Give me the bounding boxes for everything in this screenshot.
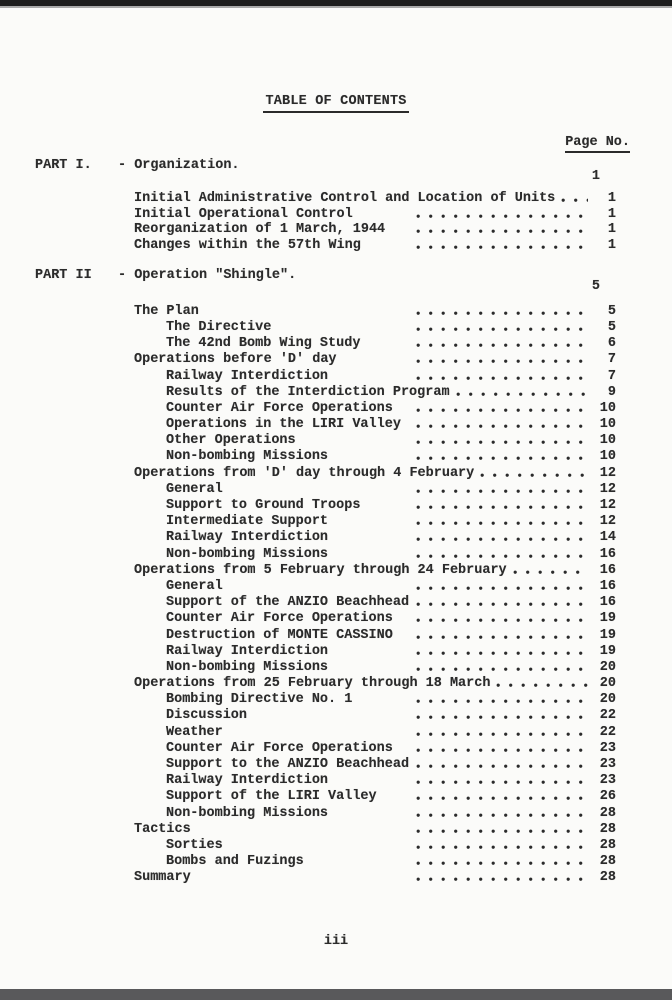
toc-entry-page-number: 16 [599, 578, 616, 594]
toc-entry-label: Initial Administrative Control and Location of Units [134, 191, 556, 207]
toc-entry-label: Counter Air Force Operations [166, 400, 393, 416]
toc-entry-page-number: 28 [599, 854, 616, 870]
dot-leader [416, 245, 588, 250]
toc-entry-row [0, 869, 616, 885]
toc-entry-row [0, 206, 616, 221]
dot-leader [416, 845, 588, 850]
toc-entry-label: Railway Interdiction [166, 773, 329, 789]
toc-entry-label: Non-bombing Missions [166, 659, 329, 675]
toc-entry-label: Railway Interdiction [166, 643, 329, 659]
toc-entry-row [0, 448, 616, 464]
dot-leader [416, 505, 588, 510]
toc-entry-page-number: 12 [599, 498, 616, 513]
toc-entry-label: The Plan [134, 303, 199, 319]
toc-entry-page-number: 7 [607, 368, 616, 384]
toc-entry-page-number: 23 [599, 740, 616, 756]
toc-entry-label: Support to the ANZIO Beachhead [166, 757, 410, 772]
toc-entry-list [0, 303, 672, 886]
dot-leader [416, 586, 588, 591]
dot-leader [416, 311, 588, 316]
toc-entry-page-number: 19 [599, 627, 616, 643]
toc-entry-label: The Directive [166, 319, 272, 335]
toc-entry-row [0, 191, 616, 206]
toc-entry-page-number: 10 [599, 400, 616, 416]
toc-entry-page-number: 10 [599, 417, 616, 433]
part-title: - Operation "Shingle". [118, 267, 297, 283]
toc-entry-label: Operations from 'D' day through 4 February [134, 465, 475, 481]
toc-entry-label: Railway Interdiction [166, 530, 329, 546]
toc-entry-row [0, 481, 616, 497]
toc-entry-row [0, 432, 616, 448]
toc-entry-page-number: 5 [607, 319, 616, 335]
page-no-column-header-row [0, 135, 672, 151]
dot-leader [416, 343, 588, 348]
toc-entry-page-number: 22 [599, 708, 616, 724]
toc-entry-label: Counter Air Force Operations [166, 611, 393, 627]
dot-leader [480, 473, 588, 478]
toc-entry-label: Discussion [166, 708, 248, 724]
toc-entry-label: Summary [134, 870, 191, 886]
toc-entry-page-number: 23 [599, 773, 616, 789]
dot-leader [416, 602, 588, 607]
dot-leader [416, 715, 588, 720]
toc-entry-row [0, 837, 616, 853]
toc-entry-label: Support of the LIRI Valley [166, 789, 377, 805]
scan-bottom-edge [0, 989, 672, 1000]
toc-entry-page-number: 28 [599, 870, 616, 886]
toc-entry-page-number: 12 [599, 465, 616, 481]
toc-entry-page-number: 16 [599, 546, 616, 562]
toc-entry-row [0, 562, 616, 578]
toc-entry-row [0, 594, 616, 610]
dot-leader [416, 748, 588, 753]
toc-entry-row [0, 335, 616, 351]
toc-entry-row [0, 545, 616, 561]
toc-entry-row [0, 384, 616, 400]
toc-entry-page-number: 26 [599, 789, 616, 805]
dot-leader [416, 764, 588, 769]
part-number-label: PART I. [35, 158, 92, 173]
dot-leader [416, 521, 588, 526]
dot-leader [416, 877, 588, 882]
dot-leader [416, 489, 588, 494]
toc-entry-row [0, 756, 616, 772]
dot-leader [416, 813, 588, 818]
dot-leader [416, 667, 588, 672]
toc-entry-row [0, 772, 616, 788]
toc-entry-page-number: 19 [599, 611, 616, 627]
dot-leader [416, 456, 588, 461]
toc-entry-page-number: 1 [607, 191, 616, 207]
toc-entry-label: Initial Operational Control [134, 206, 353, 222]
dot-leader [416, 554, 588, 559]
toc-entry-page-number: 1 [607, 222, 616, 238]
toc-entry-row [0, 497, 616, 513]
toc-entry-label: Counter Air Force Operations [166, 740, 393, 756]
dot-leader [456, 392, 588, 397]
toc-entry-label: Other Operations [166, 433, 296, 449]
toc-entry-page-number: 14 [599, 530, 616, 546]
toc-entry-row [0, 659, 616, 675]
toc-entry-label: Non-bombing Missions [166, 805, 329, 821]
dot-leader [416, 618, 588, 623]
part-title: - Organization. [118, 158, 240, 173]
toc-entry-row [0, 400, 616, 416]
toc-part [0, 268, 672, 886]
toc-entry-label: Reorganization of 1 March, 1944 [134, 222, 386, 238]
dot-leader [561, 198, 588, 203]
dot-leader [416, 699, 588, 704]
dot-leader [416, 359, 588, 364]
toc-entry-row [0, 788, 616, 804]
dot-leader [416, 796, 588, 801]
dot-leader [416, 408, 588, 413]
toc-entry-row [0, 303, 616, 319]
toc-entry-label: Non-bombing Missions [166, 449, 329, 465]
toc-entry-row [0, 643, 616, 659]
scan-top-edge [0, 0, 672, 8]
toc-entry-page-number: 6 [607, 336, 616, 352]
toc-entry-page-number: 20 [599, 659, 616, 675]
toc-entry-row [0, 675, 616, 691]
dot-leader [513, 570, 588, 575]
dot-leader [416, 214, 588, 219]
dot-leader [416, 424, 588, 429]
toc-entry-label: Operations from 25 February through 18 March [134, 676, 491, 692]
page-no-column-header: Page No. [565, 135, 630, 153]
toc-entry-label: Destruction of MONTE CASSINO [166, 627, 393, 643]
dot-leader [416, 229, 588, 234]
dot-leader [416, 327, 588, 332]
toc-entry-label: The 42nd Bomb Wing Study [166, 336, 361, 352]
toc-entry-label: Operations from 5 February through 24 February [134, 562, 507, 578]
toc-entry-page-number: 12 [599, 481, 616, 497]
toc-entry-row [0, 464, 616, 480]
toc-entry-page-number: 10 [599, 449, 616, 465]
toc-entry-label: Changes within the 57th Wing [134, 237, 361, 253]
toc-entry-row [0, 740, 616, 756]
toc-entry-page-number: 22 [599, 724, 616, 740]
dot-leader [496, 683, 588, 688]
toc-entry-page-number: 1 [607, 237, 616, 253]
dot-leader [416, 651, 588, 656]
folio-page-number: iii [323, 934, 349, 950]
toc-entry-page-number: 28 [599, 837, 616, 853]
toc-part [0, 158, 672, 253]
toc-entry-label: Intermediate Support [166, 514, 329, 530]
dot-leader [416, 440, 588, 445]
toc-entry-row [0, 367, 616, 383]
toc-entry-label: Bombs and Fuzings [166, 854, 304, 870]
toc-entry-label: Tactics [134, 821, 191, 837]
dot-leader [416, 537, 588, 542]
toc-entry-row [0, 723, 616, 739]
dot-leader [416, 635, 588, 640]
toc-entry-row [0, 222, 616, 237]
toc-entry-page-number: 9 [607, 384, 616, 400]
toc-entry-page-number: 23 [599, 757, 616, 772]
toc-entry-label: General [166, 578, 223, 594]
toc-entry-label: Railway Interdiction [166, 368, 329, 384]
dot-leader [416, 861, 588, 866]
toc-entry-row [0, 351, 616, 367]
toc-entry-row [0, 707, 616, 723]
dot-leader [416, 780, 588, 785]
dot-leader [416, 376, 588, 381]
toc-entry-label: Support to Ground Troops [166, 498, 361, 513]
toc-entry-page-number: 10 [599, 433, 616, 449]
toc-entry-page-number: 28 [599, 805, 616, 821]
toc-entry-row [0, 529, 616, 545]
toc-entry-label: Results of the Interdiction Program [166, 384, 450, 400]
toc-entry-label: General [166, 481, 223, 497]
toc-entry-page-number: 20 [599, 676, 616, 692]
toc-entry-row [0, 319, 616, 335]
toc-entry-label: Support of the ANZIO Beachhead [166, 595, 410, 611]
dot-leader [416, 732, 588, 737]
page-title: TABLE OF CONTENTS [263, 94, 408, 113]
toc-entry-row [0, 610, 616, 626]
toc-entry-label: Non-bombing Missions [166, 546, 329, 562]
toc-entry-page-number: 12 [599, 514, 616, 530]
toc-entry-row [0, 691, 616, 707]
toc-entry-page-number: 16 [599, 562, 616, 578]
toc-entry-page-number: 16 [599, 595, 616, 611]
toc-entry-label: Operations before 'D' day [134, 352, 337, 368]
part-page-number: 1 [591, 169, 600, 184]
toc-entry-page-number: 20 [599, 692, 616, 708]
toc-entry-row [0, 626, 616, 642]
toc-entry-label: Sorties [166, 837, 223, 853]
toc-entry-page-number: 5 [607, 303, 616, 319]
toc-entry-page-number: 19 [599, 643, 616, 659]
toc-entry-page-number: 7 [607, 352, 616, 368]
toc-entry-row [0, 853, 616, 869]
part-page-number: 5 [591, 278, 600, 294]
toc-entry-list [0, 191, 672, 253]
dot-leader [416, 829, 588, 834]
toc-entry-row [0, 804, 616, 820]
toc-entry-row [0, 578, 616, 594]
toc-entry-page-number: 28 [599, 821, 616, 837]
toc-entry-row [0, 513, 616, 529]
toc-entry-label: Weather [166, 724, 223, 740]
part-number-label: PART II [35, 267, 92, 283]
toc-entry-row [0, 821, 616, 837]
toc-entry-page-number: 1 [607, 206, 616, 222]
toc-entry-label: Operations in the LIRI Valley [166, 417, 401, 433]
toc-entry-row [0, 416, 616, 432]
toc-entry-label: Bombing Directive No. 1 [166, 692, 353, 708]
toc-entry-row [0, 237, 616, 252]
table-of-contents [0, 158, 672, 885]
